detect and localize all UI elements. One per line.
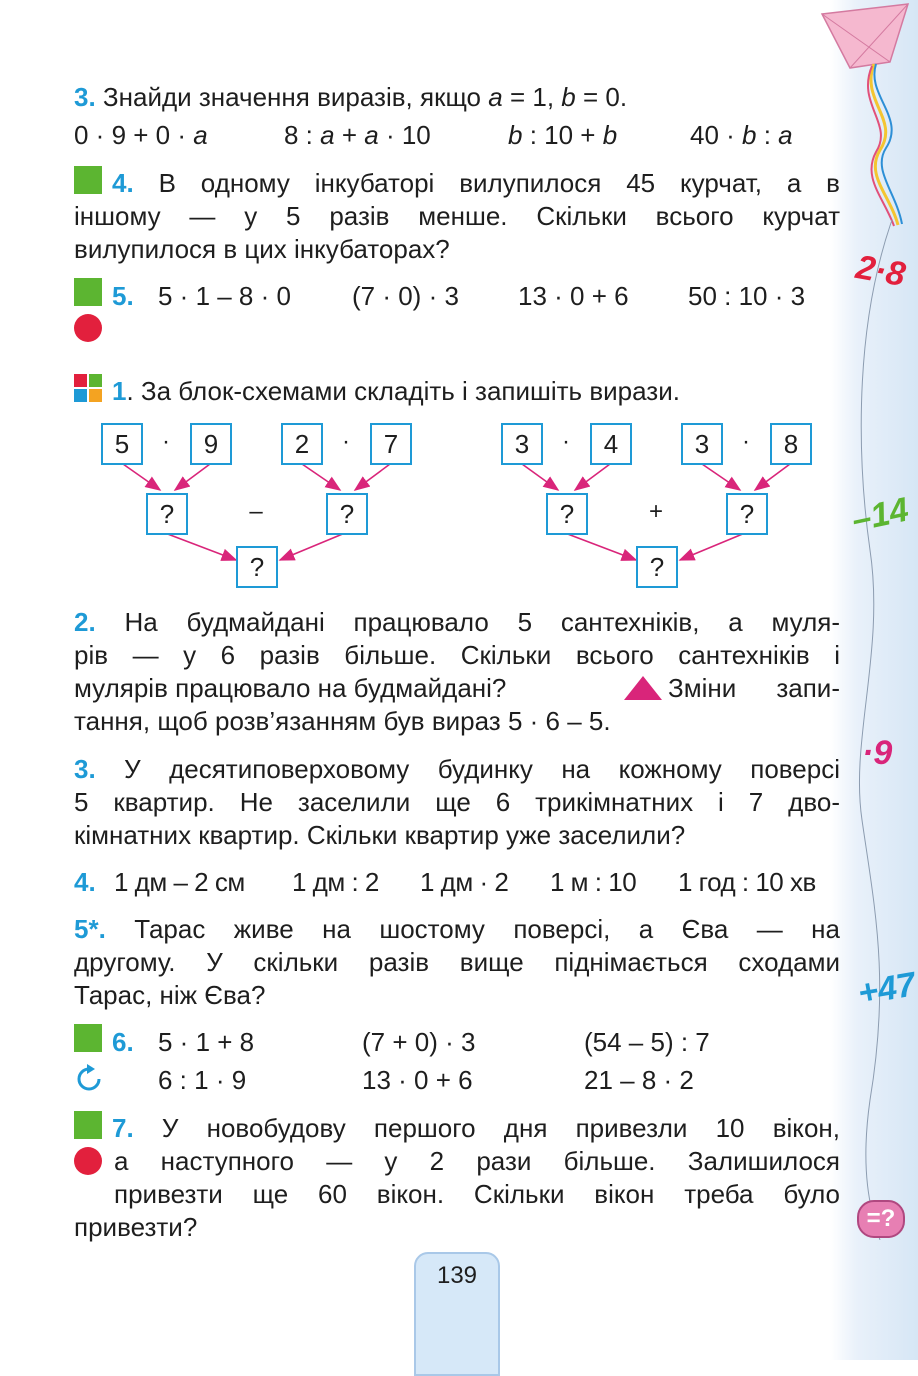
scheme-right-box-3: 3 <box>681 423 723 465</box>
task4-expr-3: 1 дм · 2 <box>420 867 509 897</box>
task1-text: . За блок-схемами складіть і запишіть вирази. <box>126 376 680 406</box>
scheme-right-op-2: · <box>742 428 750 455</box>
expr-var: a <box>364 120 379 150</box>
scheme-left-box-4: 7 <box>370 423 412 465</box>
side-number-2: –14 <box>848 490 912 540</box>
top-task4-text: В одному інкубаторі вилупилося 45 курчат, а в <box>158 168 840 198</box>
scheme-right-op-1: · <box>562 428 570 455</box>
refresh-icon <box>74 1064 104 1094</box>
scheme-left-box-3: 2 <box>281 423 323 465</box>
task7-line-4: привезти? <box>74 1212 198 1242</box>
task3-line-2: 5 квартир. Не заселили ще 6 трикімнатних і 7 дво- <box>74 787 840 817</box>
scheme-right-box-1: 3 <box>501 423 543 465</box>
task6-r1-expr-3: (54 – 5) : 7 <box>584 1027 710 1057</box>
expr-part: + <box>334 120 365 150</box>
scheme-right-result: ? <box>636 546 678 588</box>
task3-text: У десятиповерховому будинку на кожному поверсі <box>124 754 840 784</box>
eq-b: = 0. <box>582 82 628 112</box>
green-square-icon <box>74 1111 102 1139</box>
task5-line-3: Тарас, ніж Єва? <box>74 980 266 1010</box>
task6-r1-expr-2: (7 + 0) · 3 <box>362 1027 476 1057</box>
task5-number: 5*. <box>74 914 106 944</box>
task7-line-2: а наступного — у 2 рази більше. Залишилося <box>114 1146 840 1176</box>
task1-number: 1 <box>112 376 127 406</box>
task6-r1-expr-1: 5 · 1 + 8 <box>158 1027 255 1057</box>
scheme-left-mid-1: ? <box>146 493 188 535</box>
task4-expr-5: 1 год : 10 хв <box>678 867 816 897</box>
side-number-1: 2·8 <box>853 248 909 294</box>
scheme-left-op-2: · <box>342 428 350 455</box>
task2-line-4: тання, щоб розв’язанням був вираз 5 · 6 – 5. <box>74 706 611 736</box>
red-dot-icon <box>74 1147 102 1175</box>
task6-r2-expr-2: 13 · 0 + 6 <box>362 1065 473 1095</box>
expr-part: 40 · <box>690 120 743 150</box>
top-task5-expr-2: (7 · 0) · 3 <box>352 281 459 311</box>
page-number: 139 <box>436 1262 478 1289</box>
task5-line-2: другому. У скільки разів вище піднімається сходами <box>74 947 840 977</box>
expr-var: a <box>193 120 208 150</box>
task5-line-1 <box>74 913 840 946</box>
task5-text: Тарас живе на шостому поверсі, а Єва — на <box>134 914 840 944</box>
task4-expr-2: 1 дм : 2 <box>292 867 379 897</box>
top-task5-expr-1: 5 · 1 – 8 · 0 <box>158 281 291 311</box>
side-number-3: ·9 <box>862 734 893 772</box>
scheme-left-result: ? <box>236 546 278 588</box>
task7-number: 7. <box>112 1113 134 1143</box>
task7-line-3: привезти ще 60 вікон. Скільки вікон треба було <box>114 1179 840 1209</box>
top-task4-line-3: вилупилося в цих інкубаторах? <box>74 234 450 264</box>
task6-r2-expr-3: 21 – 8 · 2 <box>584 1065 694 1095</box>
eq-a: = 1, <box>509 82 555 112</box>
task4-expr-1: 1 дм – 2 см <box>114 867 245 897</box>
top-task4-line-2: іншому — у 5 разів менше. Скільки всього курчат <box>74 201 840 231</box>
scheme-right-box-2: 4 <box>590 423 632 465</box>
help-badge-text: =? <box>866 1205 896 1232</box>
task3-number: 3. <box>74 754 96 784</box>
expr-var: a <box>778 120 793 150</box>
task7-text: У новобудову першого дня привезли 10 вікон, <box>161 1113 840 1143</box>
scheme-right-mid-op: + <box>648 498 663 525</box>
expr-part: 0 · 9 + 0 · <box>74 120 194 150</box>
expr-part: : 10 + <box>522 120 603 150</box>
expr-part: : <box>756 120 779 150</box>
task6-number: 6. <box>112 1027 134 1057</box>
scheme-right-mid-2: ? <box>726 493 768 535</box>
expr-var: a <box>320 120 335 150</box>
task4-number: 4. <box>74 867 96 897</box>
top-task5-expr-4: 50 : 10 · 3 <box>688 281 806 311</box>
top-task5-number: 5. <box>112 281 134 311</box>
scheme-left-op-1: · <box>162 428 170 455</box>
task3-line-3: кімнатних квартир. Скільки квартир уже заселили? <box>74 820 686 850</box>
var-a: a <box>488 82 503 112</box>
task2-line-1 <box>74 606 840 639</box>
task2-text: На будмайдані працювало 5 сантехніків, а муля- <box>124 607 840 637</box>
task3-line-1 <box>74 753 840 786</box>
expr-var: b <box>602 120 618 150</box>
side-number-4: +47 <box>855 965 918 1013</box>
scheme-left-box-2: 9 <box>190 423 232 465</box>
task6-r2-expr-1: 6 : 1 · 9 <box>158 1065 247 1095</box>
scheme-right-mid-1: ? <box>546 493 588 535</box>
scheme-right-box-4: 8 <box>770 423 812 465</box>
top-task4-number: 4. <box>112 168 134 198</box>
expr-var: b <box>508 120 523 150</box>
expr-part: 8 : <box>284 120 321 150</box>
task4-expr-4: 1 м : 10 <box>550 867 637 897</box>
scheme-left-box-1: 5 <box>101 423 143 465</box>
task2-number: 2. <box>74 607 96 637</box>
top-task3-text: Знайди значення виразів, якщо <box>102 82 482 112</box>
green-square-icon <box>74 1024 102 1052</box>
top-task3-number: 3. <box>74 82 96 112</box>
page-number-tab <box>414 1252 500 1376</box>
pink-triangle-icon <box>624 676 662 700</box>
task2-change-text: Зміни запи- <box>668 673 840 703</box>
var-b: b <box>561 82 576 112</box>
task2-text: мулярів працювало на будмайдані? <box>74 673 507 703</box>
task7-line-1 <box>112 1112 840 1145</box>
top-task5-expr-3: 13 · 0 + 6 <box>518 281 629 311</box>
expr-var: b <box>742 120 757 150</box>
expr-part: · 10 <box>378 120 431 150</box>
scheme-left-mid-op: – <box>249 498 263 525</box>
scheme-left-mid-2: ? <box>326 493 368 535</box>
task2-line-2: рів — у 6 разів більше. Скільки всього сантехніків і <box>74 640 840 670</box>
